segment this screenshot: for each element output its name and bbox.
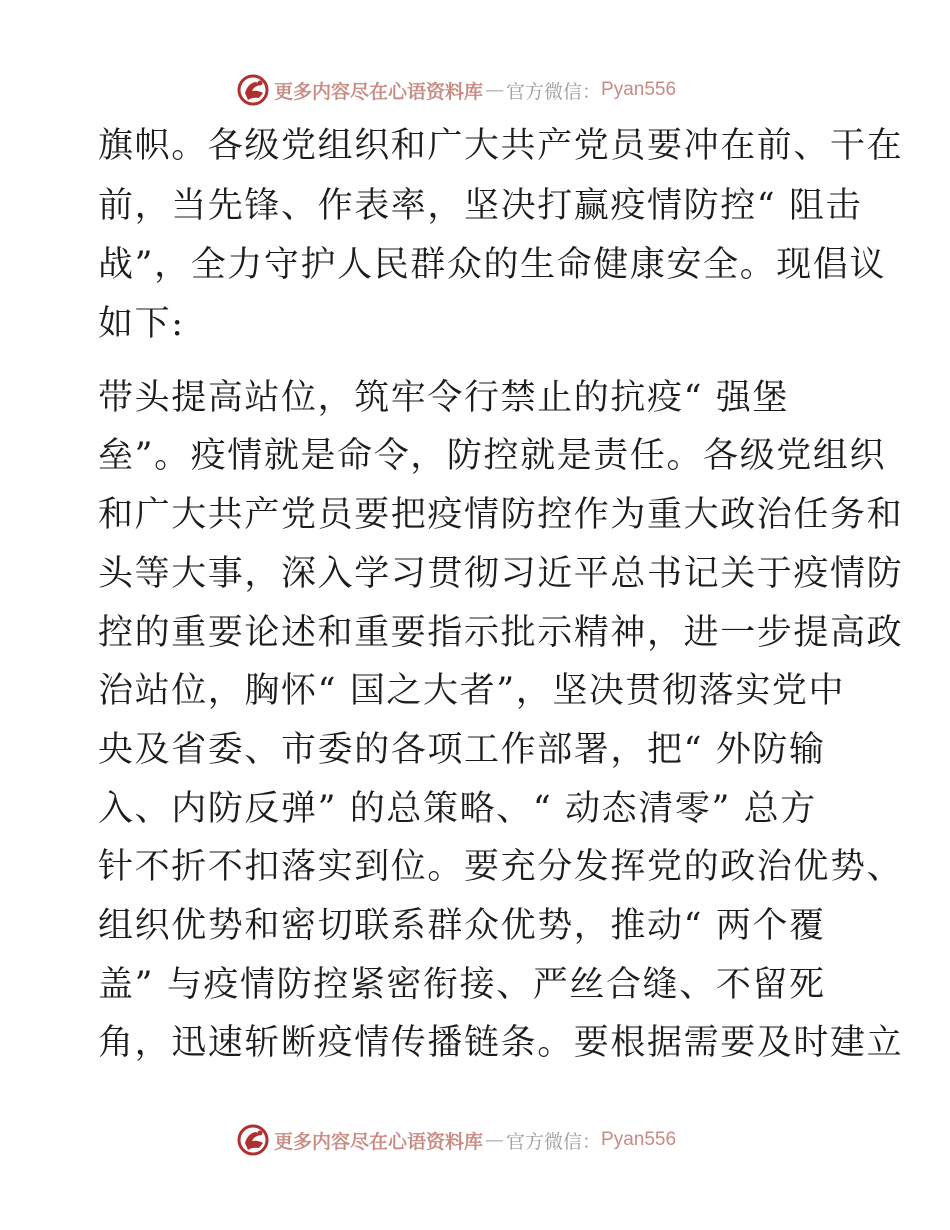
body-line: 角，迅速斩断疫情传播链条。要根据需要及时建立 xyxy=(98,1023,904,1063)
body-line: 治站位，胸怀“ 国之大者”，坚决贯彻落实党中 xyxy=(98,671,846,711)
footer-site-text: 更多内容尽在心语资料库 xyxy=(274,1130,484,1153)
footer-wechat-label: 官方微信： xyxy=(506,1130,602,1153)
header-dash: — xyxy=(485,79,505,101)
body-line: 头等大事，深入学习贯彻习近平总书记关于疫情防 xyxy=(98,554,904,594)
header-site-text: 更多内容尽在心语资料库 xyxy=(274,80,484,103)
body-line: 旗帜。各级党组织和广大共产党员要冲在前、干在 xyxy=(98,126,904,166)
body-line: 如下: xyxy=(98,304,185,344)
header-watermark xyxy=(236,72,676,108)
header-wechat-label: 官方微信： xyxy=(506,80,602,103)
body-line: 针不折不扣落实到位。要充分发挥党的政治优势、 xyxy=(98,847,904,887)
body-line: 前，当先锋、作表率，坚决打赢疫情防控“ 阻击 xyxy=(98,186,863,226)
body-line: 和广大共产党员要把疫情防控作为重大政治任务和 xyxy=(98,495,904,535)
body-line: 央及省委、市委的各项工作部署，把“ 外防输 xyxy=(98,730,826,770)
header-wechat-id: Pyan556 xyxy=(601,79,677,100)
body-line: 战”，全力守护人民群众的生命健康安全。现倡议 xyxy=(98,245,887,285)
body-line: 盖” 与疫情防控紧密衔接、严丝合缝、不留死 xyxy=(98,965,826,1005)
body-line: 入、内防反弹” 的总策略、“ 动态清零” 总方 xyxy=(98,789,817,829)
red-hand-emblem-icon xyxy=(236,73,270,107)
red-hand-emblem-icon xyxy=(236,1123,270,1157)
body-line: 垒”。疫情就是命令，防控就是责任。各级党组织 xyxy=(98,436,887,476)
body-line: 带头提高站位，筑牢令行禁止的抗疫“ 强堡 xyxy=(98,378,790,418)
body-line: 组织优势和密切联系群众优势，推动“ 两个覆 xyxy=(98,906,826,946)
footer-wechat-id: Pyan556 xyxy=(601,1129,677,1150)
footer-watermark xyxy=(236,1122,676,1158)
footer-dash: — xyxy=(485,1129,505,1151)
body-line: 控的重要论述和重要指示批示精神，进一步提高政 xyxy=(98,613,904,653)
